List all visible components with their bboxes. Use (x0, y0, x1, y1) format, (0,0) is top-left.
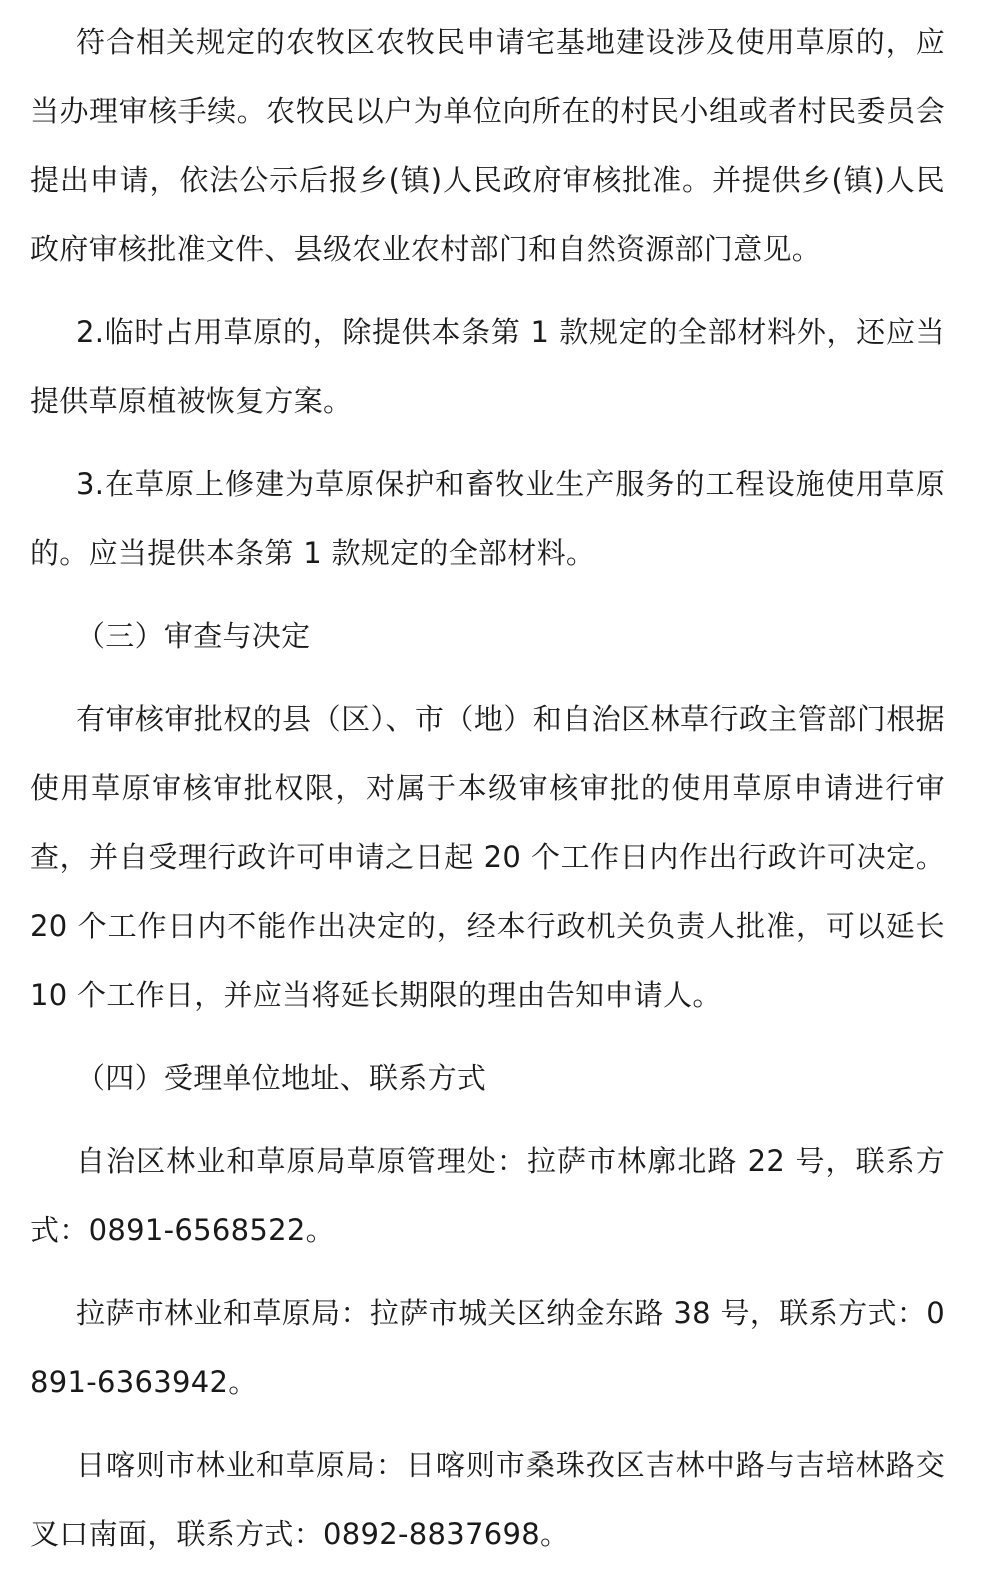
paragraph-review-decision: 有审核审批权的县（区）、市（地）和自治区林草行政主管部门根据使用草原审核审批权限，对属于本级审核审批的使用草原申请进行审查，并自受理行政许可申请之日起 20 个工作日内作出行政许可决定。20 个工作日内不能作出决定的，经本行政机关负责人批准，可以延长 10 个工作日，并应当将延长期限的理由告知申请人。 (30, 702, 945, 1012)
contact-shigatse: 日喀则市林业和草原局：日喀则市桑珠孜区吉林中路与吉培林路交叉口南面，联系方式：0892-8837698。 (30, 1448, 945, 1551)
section-heading-contact: （四）受理单位地址、联系方式 (76, 1061, 487, 1095)
document-body (30, 8, 945, 1583)
contact-autonomous-region: 自治区林业和草原局草原管理处：拉萨市林廓北路 22 号，联系方式：0891-6568522。 (30, 1144, 945, 1247)
section-heading-review-decision: （三）审查与决定 (76, 619, 311, 653)
contact-lhasa: 拉萨市林业和草原局：拉萨市城关区纳金东路 38 号，联系方式：0891-6363942。 (30, 1296, 945, 1399)
paragraph-temporary-occupation: 2.临时占用草原的，除提供本条第 1 款规定的全部材料外，还应当提供草原植被恢复方案。 (30, 315, 945, 418)
paragraph-homestead-review: 符合相关规定的农牧区农牧民申请宅基地建设涉及使用草原的，应当办理审核手续。农牧民以户为单位向所在的村民小组或者村民委员会提出申请，依法公示后报乡(镇)人民政府审核批准。并提供乡(镇)人民政府审核批准文件、县级农业农村部门和自然资源部门意见。 (30, 25, 945, 266)
paragraph-engineering-facilities: 3.在草原上修建为草原保护和畜牧业生产服务的工程设施使用草原的。应当提供本条第 1 款规定的全部材料。 (30, 467, 945, 570)
